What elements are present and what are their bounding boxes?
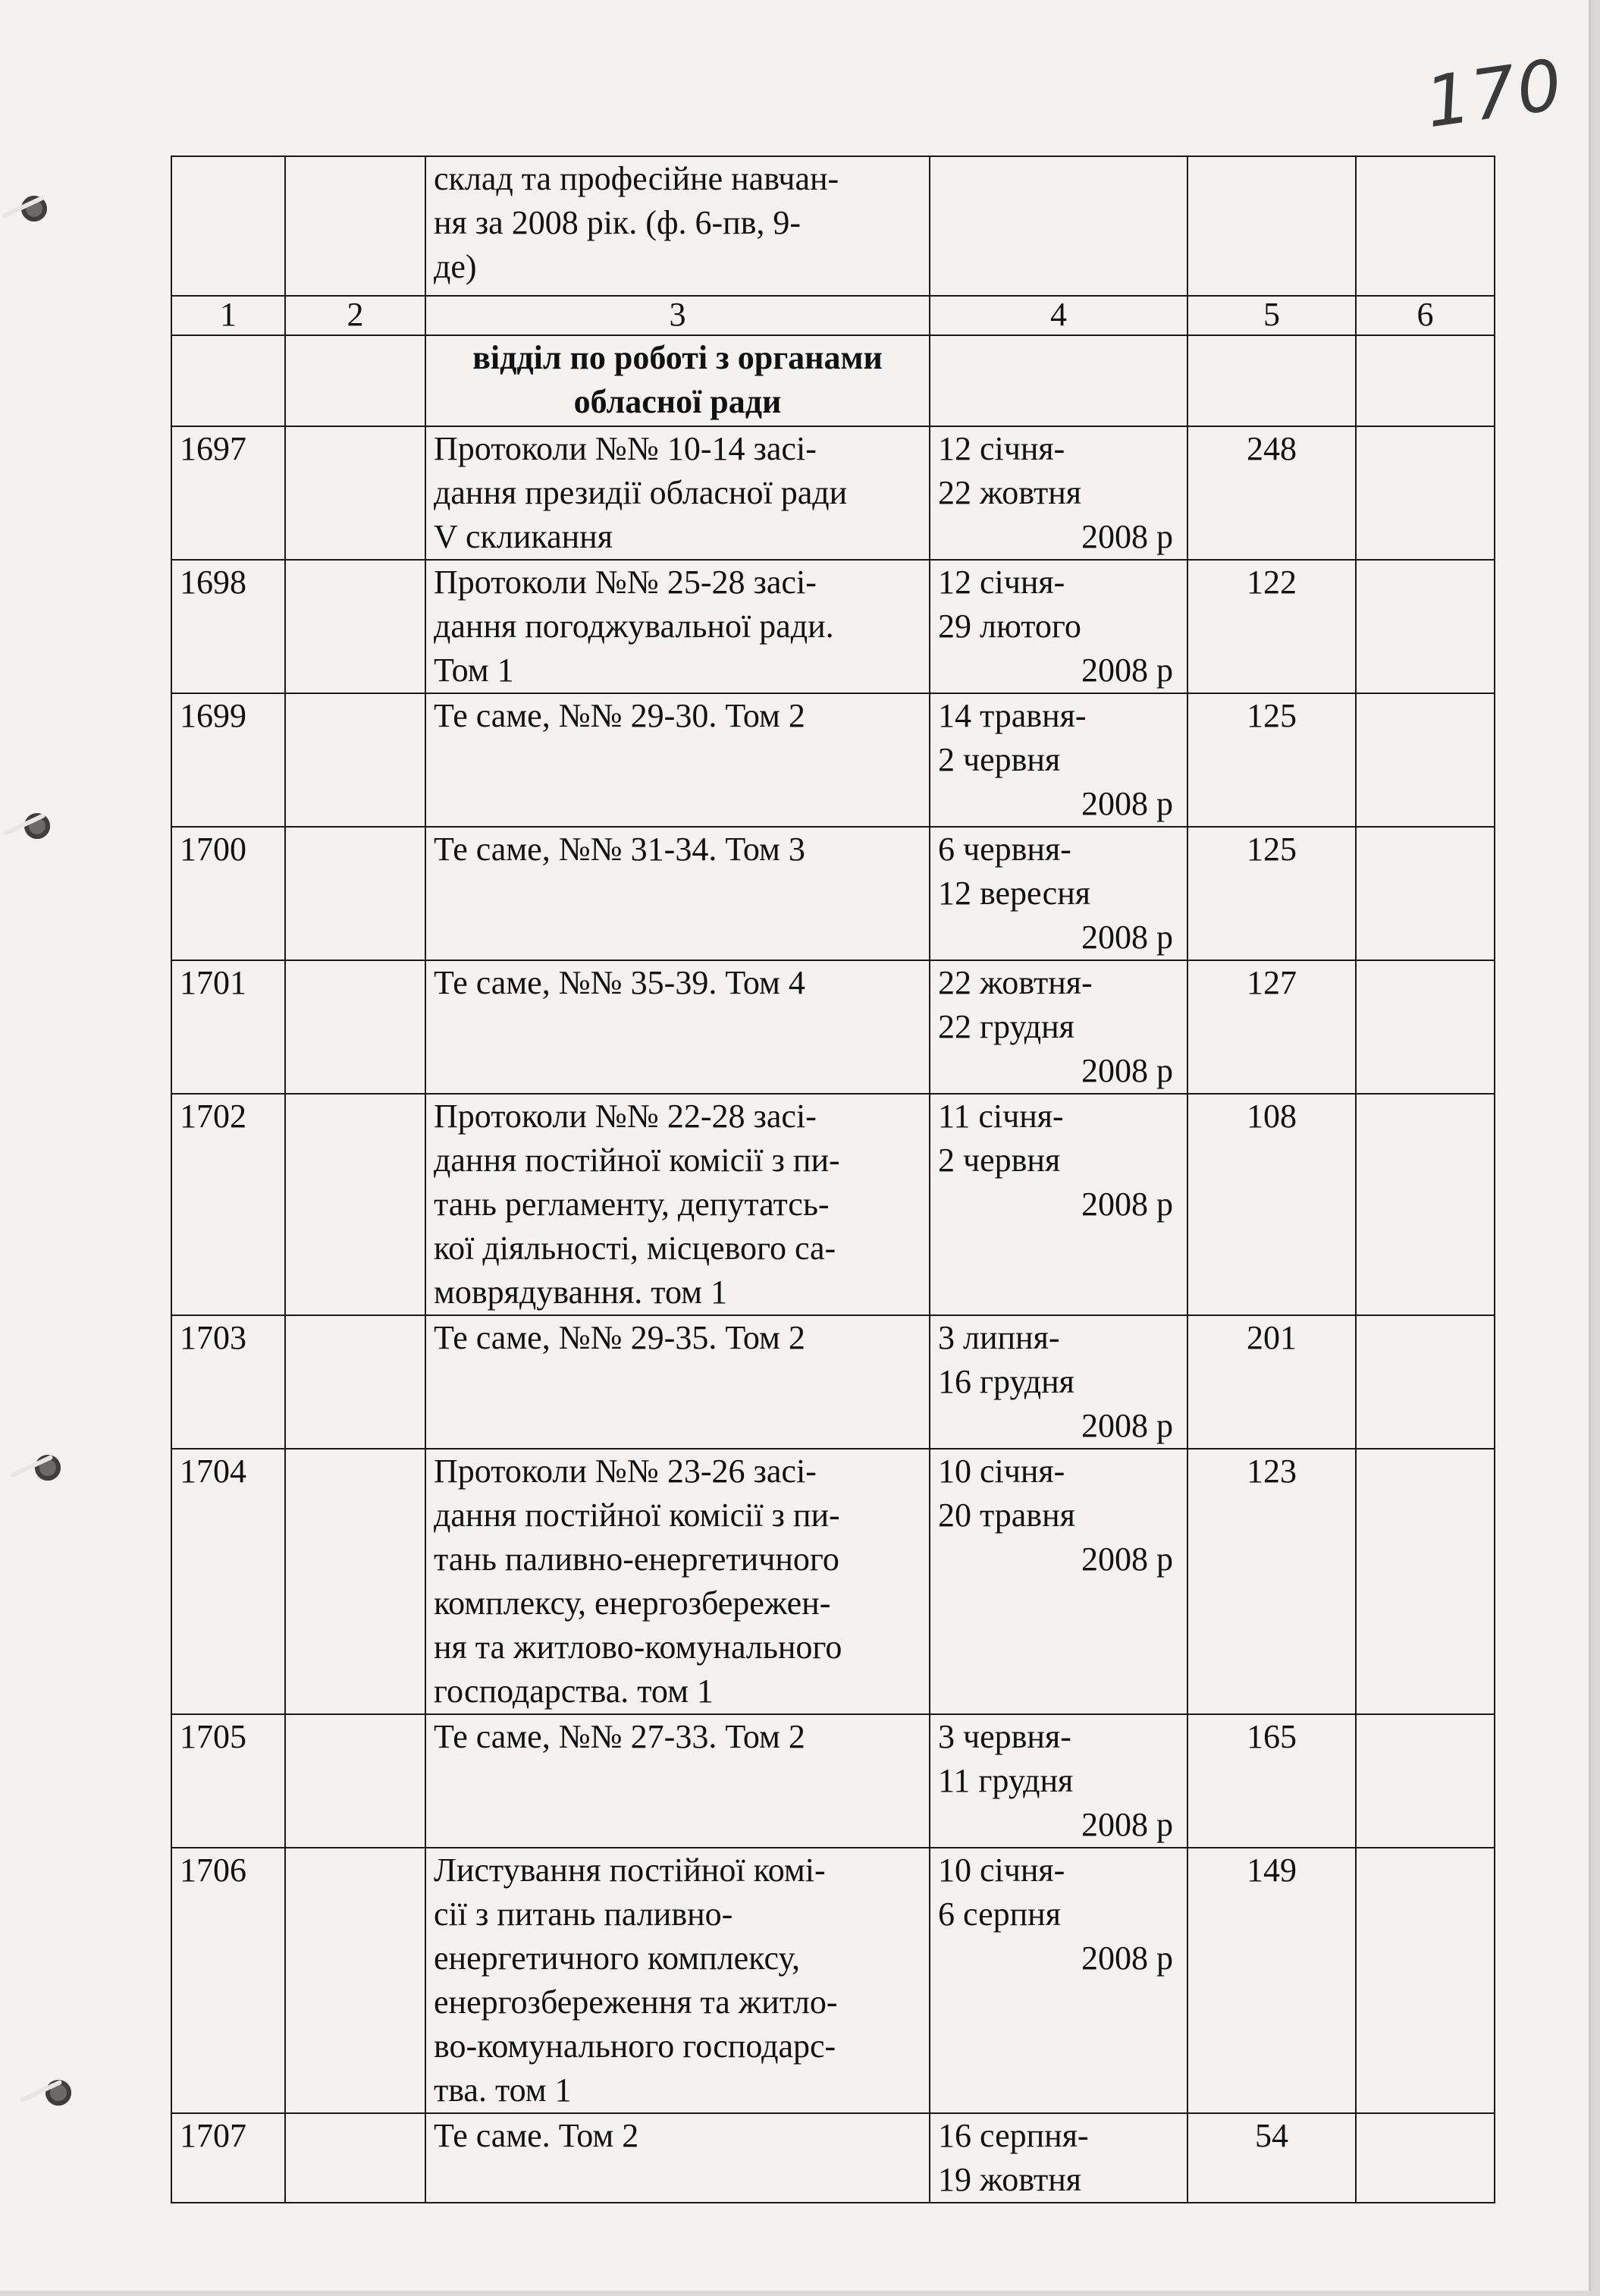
date-start: 10 січня-: [938, 1852, 1065, 1889]
index-cell: [285, 1449, 425, 1714]
page-count-cell: 149: [1187, 1848, 1356, 2113]
date-year: 2008 р: [1081, 1806, 1173, 1843]
date-start: 12 січня-: [938, 430, 1065, 467]
table-row: [171, 1449, 1495, 1714]
index-cell: [285, 2113, 425, 2203]
date-start: 14 травня-: [938, 697, 1087, 734]
notes-cell: [1356, 693, 1495, 827]
date-range-cell: [930, 426, 1187, 560]
archive-inventory-table: [171, 155, 1495, 2203]
page-count-cell: 108: [1187, 1094, 1356, 1315]
notes-cell: [1356, 1714, 1495, 1848]
file-title-cell: Те саме, №№ 35-39. Том 4: [425, 960, 930, 1094]
file-title-cell: Те саме, №№ 31-34. Том 3: [425, 827, 930, 960]
date-range-cell: [930, 1714, 1187, 1848]
notes-cell: [1356, 1094, 1495, 1315]
date-start: 12 січня-: [938, 564, 1065, 601]
notes-cell: [1356, 827, 1495, 960]
date-end: 20 травня: [938, 1497, 1075, 1534]
date-range-cell: [930, 1848, 1187, 2113]
notes-cell: [1356, 426, 1495, 560]
date-start: 16 серпня-: [938, 2117, 1089, 2154]
date-year: 2008 р: [1081, 1186, 1173, 1223]
date-range-cell: [930, 560, 1187, 693]
date-start: 11 січня-: [938, 1098, 1064, 1135]
date-start: 3 червня-: [938, 1718, 1071, 1755]
carryover-row: [171, 156, 1495, 296]
table-row: [171, 560, 1495, 693]
page-count-cell: 165: [1187, 1714, 1356, 1848]
page-count-cell: 127: [1187, 960, 1356, 1094]
date-end: 2 червня: [938, 741, 1061, 778]
date-start: 3 липня-: [938, 1319, 1060, 1356]
column-number-row: [171, 296, 1495, 335]
section-heading: відділ по роботі з органами обласної ради: [425, 335, 930, 426]
index-cell: [285, 1848, 425, 2113]
file-number-cell: 1707: [171, 2113, 285, 2203]
column-number: 4: [930, 296, 1187, 335]
date-end: 11 грудня: [938, 1762, 1074, 1799]
date-year: 2008 р: [1081, 1940, 1173, 1977]
page-count-cell: 54: [1187, 2113, 1356, 2203]
notes-cell: [1356, 960, 1495, 1094]
date-start: 10 січня-: [938, 1453, 1065, 1490]
file-number-cell: 1697: [171, 426, 285, 560]
page-count-cell: 248: [1187, 426, 1356, 560]
file-title-cell: Те саме, №№ 29-30. Том 2: [425, 693, 930, 827]
file-number-cell: 1699: [171, 693, 285, 827]
table-row: [171, 1848, 1495, 2113]
index-cell: [285, 693, 425, 827]
date-year: 2008 р: [1081, 1541, 1173, 1578]
notes-cell: [1356, 1449, 1495, 1714]
date-end: 16 грудня: [938, 1363, 1075, 1400]
page-count-cell: 122: [1187, 560, 1356, 693]
date-range-cell: [930, 960, 1187, 1094]
file-number-cell: 1700: [171, 827, 285, 960]
file-title-cell: Протоколи №№ 10-14 засі- дання президії обласної ради V скликання: [425, 426, 930, 560]
index-cell: [285, 560, 425, 693]
date-start: 6 червня-: [938, 831, 1071, 868]
index-cell: [285, 1714, 425, 1848]
page-count-cell: 123: [1187, 1449, 1356, 1714]
table-row: [171, 827, 1495, 960]
column-number: 5: [1187, 296, 1356, 335]
notes-cell: [1356, 1848, 1495, 2113]
column-number: 3: [425, 296, 930, 335]
file-number-cell: 1701: [171, 960, 285, 1094]
file-number-cell: 1705: [171, 1714, 285, 1848]
file-title-cell: Те саме, №№ 29-35. Том 2: [425, 1315, 930, 1449]
table-row: [171, 1094, 1495, 1315]
handwritten-page-number: 170: [1420, 43, 1569, 144]
date-year: 2008 р: [1081, 1407, 1173, 1444]
date-year: 2008 р: [1081, 1052, 1173, 1089]
date-range-cell: [930, 827, 1187, 960]
file-title-cell: Протоколи №№ 25-28 засі- дання погоджувальної ради. Том 1: [425, 560, 930, 693]
file-title-cell: Те саме, №№ 27-33. Том 2: [425, 1714, 930, 1848]
table-row: [171, 2113, 1495, 2203]
carryover-title: склад та професійне навчан- ня за 2008 рік. (ф. 6-пв, 9- де): [425, 156, 930, 296]
date-range-cell: [930, 2113, 1187, 2203]
index-cell: [285, 827, 425, 960]
index-cell: [285, 426, 425, 560]
date-range-cell: [930, 693, 1187, 827]
date-year: 2008 р: [1081, 518, 1173, 555]
table-row: [171, 960, 1495, 1094]
date-year: 2008 р: [1081, 919, 1173, 956]
table-row: [171, 1315, 1495, 1449]
file-title-cell: Протоколи №№ 23-26 засі- дання постійної комісії з пи- тань паливно-енергетичного комплексу, енергозбережен- ня та житлово-комунального господарства. том 1: [425, 1449, 930, 1714]
date-end: 22 жовтня: [938, 474, 1081, 511]
page-count-cell: 125: [1187, 693, 1356, 827]
table-row: [171, 1714, 1495, 1848]
column-number: 6: [1356, 296, 1495, 335]
date-start: 22 жовтня-: [938, 964, 1093, 1001]
date-range-cell: [930, 1094, 1187, 1315]
date-end: 2 червня: [938, 1142, 1061, 1179]
page-count-cell: 125: [1187, 827, 1356, 960]
column-number: 2: [285, 296, 425, 335]
notes-cell: [1356, 2113, 1495, 2203]
index-cell: [285, 1094, 425, 1315]
table-row: [171, 426, 1495, 560]
date-year: 2008 р: [1081, 785, 1173, 822]
date-range-cell: [930, 1449, 1187, 1714]
section-heading-row: [171, 335, 1495, 426]
date-range-cell: [930, 1315, 1187, 1449]
date-end: 22 грудня: [938, 1008, 1075, 1045]
index-cell: [285, 1315, 425, 1449]
notes-cell: [1356, 1315, 1495, 1449]
date-end: 29 лютого: [938, 608, 1081, 645]
file-number-cell: 1704: [171, 1449, 285, 1714]
table-row: [171, 693, 1495, 827]
date-end: 6 серпня: [938, 1896, 1061, 1933]
file-number-cell: 1702: [171, 1094, 285, 1315]
page-count-cell: 201: [1187, 1315, 1356, 1449]
date-end: 19 жовтня: [938, 2161, 1081, 2198]
file-title-cell: Те саме. Том 2: [425, 2113, 930, 2203]
index-cell: [285, 960, 425, 1094]
file-number-cell: 1698: [171, 560, 285, 693]
file-number-cell: 1706: [171, 1848, 285, 2113]
file-title-cell: Листування постійної комі- сії з питань паливно- енергетичного комплексу, енергозбереження та житло- во-комунального господарс- тва. том 1: [425, 1848, 930, 2113]
column-number: 1: [171, 296, 285, 335]
date-year: 2008 р: [1081, 652, 1173, 689]
notes-cell: [1356, 560, 1495, 693]
file-number-cell: 1703: [171, 1315, 285, 1449]
date-end: 12 вересня: [938, 875, 1090, 912]
file-title-cell: Протоколи №№ 22-28 засі- дання постійної комісії з пи- тань регламенту, депутатсь- кої діяльності, місцевого са- моврядування. том 1: [425, 1094, 930, 1315]
